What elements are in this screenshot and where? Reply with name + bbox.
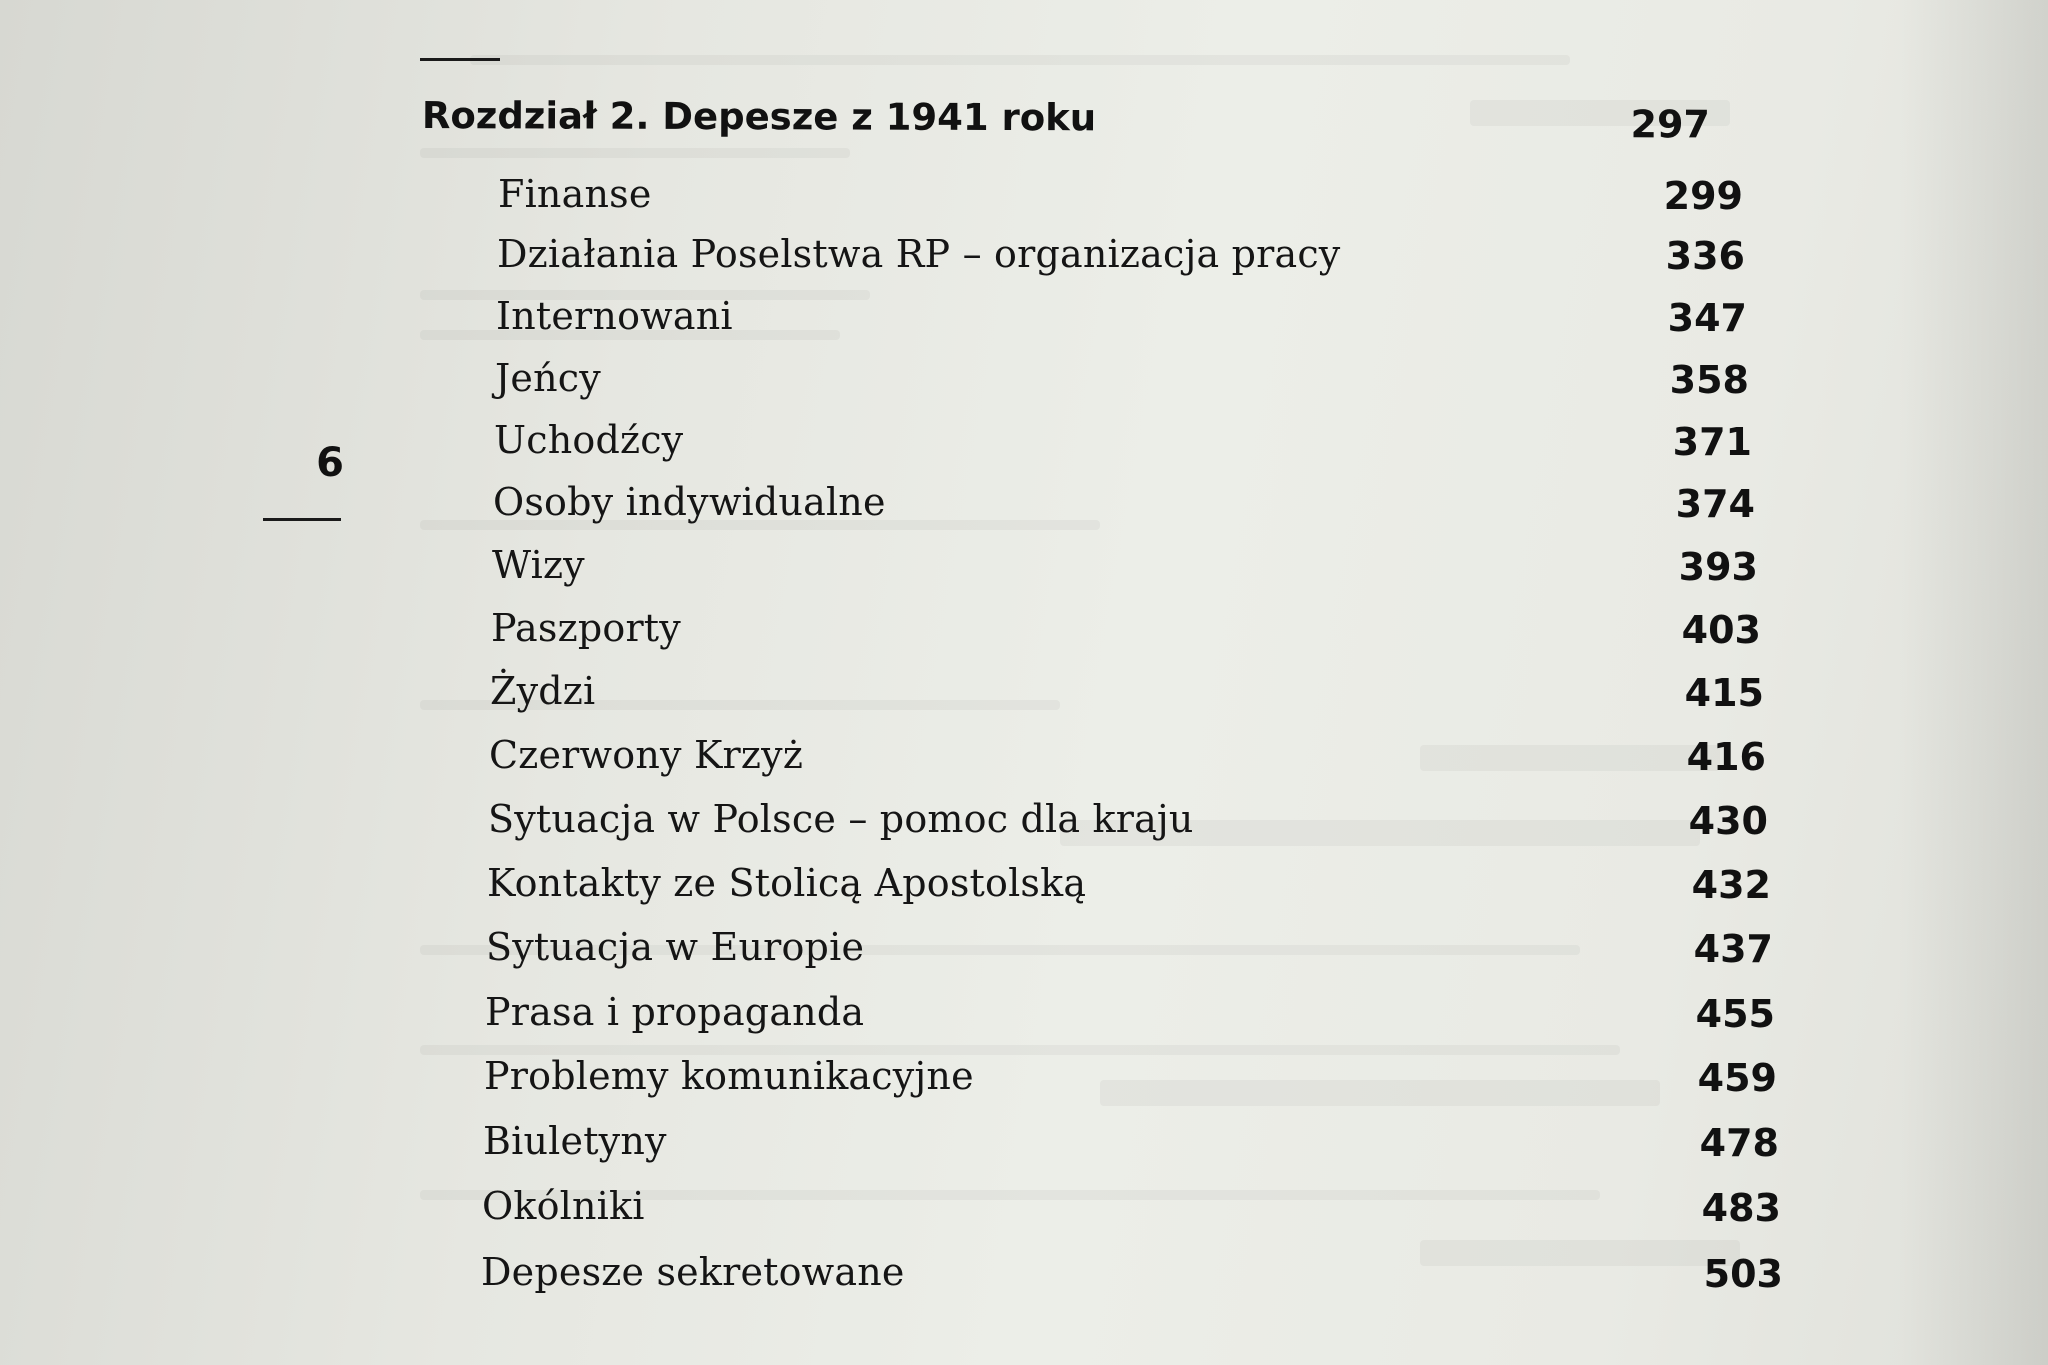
toc-entry-page: 336 xyxy=(1665,234,1745,278)
toc-entry-title: Paszporty xyxy=(491,606,681,650)
toc-entry xyxy=(487,861,1771,917)
toc-entry-page: 374 xyxy=(1675,482,1755,526)
toc-entry-page: 403 xyxy=(1681,608,1761,652)
toc-entry-page: 478 xyxy=(1699,1121,1779,1165)
toc-entry-title: Sytuacja w Polsce – pomoc dla kraju xyxy=(488,797,1194,841)
chapter-title: Rozdział 2. Depesze z 1941 roku xyxy=(421,94,1097,140)
toc-entry-title: Kontakty ze Stolicą Apostolską xyxy=(487,861,1087,905)
toc-entry-page: 437 xyxy=(1693,927,1773,971)
toc-entry-page: 416 xyxy=(1686,735,1766,779)
toc-entry xyxy=(496,294,1747,350)
toc-entry xyxy=(483,1119,1779,1175)
toc-entry xyxy=(498,172,1743,228)
toc-entry xyxy=(497,232,1745,288)
toc-entry-title: Czerwony Krzyż xyxy=(489,733,804,777)
toc-entry xyxy=(493,480,1755,536)
toc-entry-page: 358 xyxy=(1669,358,1749,402)
toc-entry-page: 459 xyxy=(1697,1056,1777,1100)
toc-entry xyxy=(488,797,1768,853)
toc-entry-page: 430 xyxy=(1688,799,1768,843)
toc-entry-page: 371 xyxy=(1672,420,1752,464)
toc-entry-title: Internowani xyxy=(496,294,733,338)
toc-entry-title: Finanse xyxy=(498,172,652,216)
toc-entry-title: Prasa i propaganda xyxy=(485,990,865,1034)
toc-entry xyxy=(491,606,1761,662)
toc-entry xyxy=(489,733,1766,789)
toc-entry xyxy=(492,543,1758,599)
toc-entry-title: Działania Poselstwa RP – organizacja pracy xyxy=(497,232,1341,276)
toc-entry xyxy=(481,1250,1783,1306)
toc-entry xyxy=(486,925,1773,981)
toc-entry xyxy=(494,418,1752,474)
toc-entry-page: 432 xyxy=(1691,863,1771,907)
toc-entry-title: Okólniki xyxy=(482,1184,645,1228)
toc-entry xyxy=(485,990,1775,1046)
toc-entry-page: 347 xyxy=(1667,296,1747,340)
toc-entry xyxy=(490,669,1764,725)
toc-entry-title: Depesze sekretowane xyxy=(481,1250,905,1294)
toc-entry-title: Sytuacja w Europie xyxy=(486,925,865,969)
toc-entry-title: Wizy xyxy=(492,543,585,587)
toc-entry-title: Problemy komunikacyjne xyxy=(484,1054,974,1098)
toc-entry-title: Osoby indywidualne xyxy=(493,480,886,524)
toc-entry-page: 393 xyxy=(1678,545,1758,589)
toc-entry-title: Jeńcy xyxy=(495,356,601,400)
page-number: 6 xyxy=(316,440,344,486)
toc-entry xyxy=(495,356,1749,412)
toc-entry-page: 415 xyxy=(1684,671,1764,715)
chapter-page-number: 297 xyxy=(1630,102,1710,147)
toc-entry-title: Żydzi xyxy=(490,669,596,713)
toc-entry-page: 299 xyxy=(1663,174,1743,218)
toc-entry-page: 483 xyxy=(1701,1186,1781,1230)
toc-entry xyxy=(482,1184,1781,1240)
toc-entry xyxy=(484,1054,1777,1110)
toc-entry-title: Uchodźcy xyxy=(494,418,684,462)
toc-entry-page: 503 xyxy=(1703,1252,1783,1296)
toc-entry-page: 455 xyxy=(1695,992,1775,1036)
toc-entry-title: Biuletyny xyxy=(483,1119,667,1163)
